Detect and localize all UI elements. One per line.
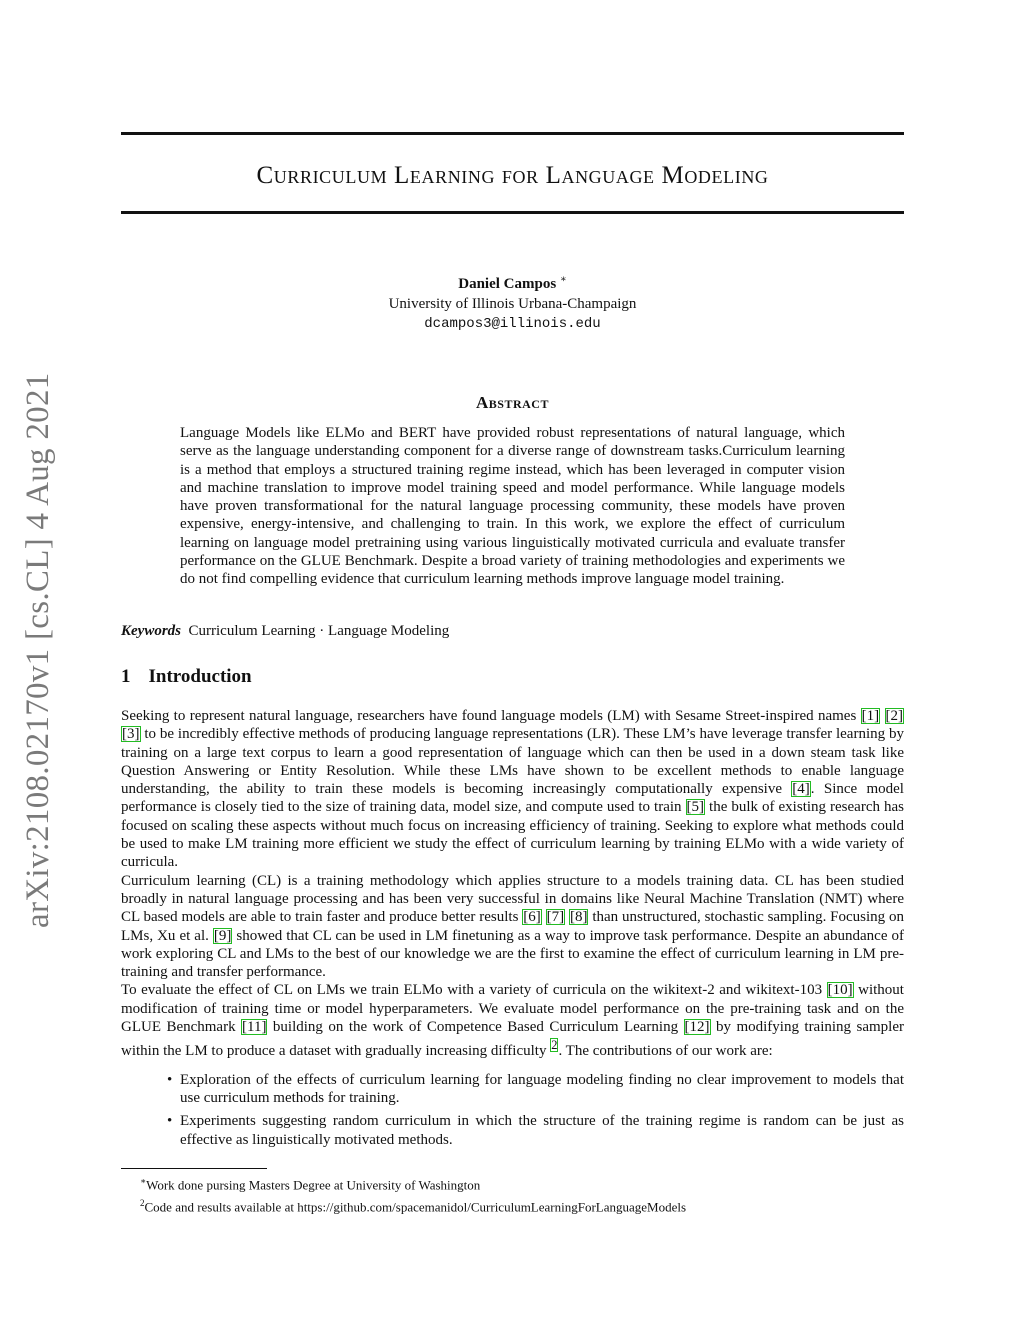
bullet-icon: • <box>167 1113 173 1130</box>
text-run: without modification of training time or model hyperparameters. We evaluate model performance on the pre-training task and on the GLUE Benchmark <box>121 982 904 1036</box>
citation-link[interactable]: [10] <box>827 982 853 999</box>
citation-link[interactable]: [6] <box>523 909 541 926</box>
title-top-rule <box>121 132 904 135</box>
footnote-text: Work done pursing Masters Degree at University of Washington <box>146 1177 481 1193</box>
paragraph <box>121 707 904 872</box>
footnote-link[interactable]: 2 <box>551 1038 558 1053</box>
list-item-text: Exploration of the effects of curriculum learning for language modeling finding no clear improvement to models that use curriculum methods for training. <box>180 1071 904 1106</box>
paper-title: Curriculum Learning for Language Modeling <box>256 162 769 189</box>
text-run: showed that CL can be used in LM finetuning as a way to improve task performance. Despite an abundance of work exploring CL and LMs to the best of our knowledge we are the first to examine the effect of curriculum learning in LM pre-training and transfer performance. <box>121 927 904 981</box>
footnote <box>140 1172 686 1194</box>
section-number: 1 <box>121 666 131 687</box>
author-block <box>121 270 904 334</box>
author-affiliation: University of Illinois Urbana-Champaign <box>388 296 637 312</box>
footnote-mark: 2 <box>140 1198 145 1209</box>
text-run: building on the work of Competence Based Curriculum Learning <box>267 1019 684 1036</box>
section-heading <box>121 666 252 688</box>
contributions-list <box>121 1071 904 1149</box>
footnote-mark: ∗ <box>140 1176 147 1186</box>
author-name: Daniel Campos <box>458 276 557 292</box>
author-email[interactable]: dcampos3@illinois.edu <box>424 316 601 332</box>
keywords-label: Keywords <box>121 623 181 639</box>
text-run: Seeking to represent natural language, researchers have found language models (LM) with Sesame Street-inspired names <box>121 708 861 724</box>
footnotes <box>140 1172 686 1217</box>
keywords-line <box>121 623 449 640</box>
text-run: by modifying training sampler within the LM to produce a dataset with gradually increasing difficulty <box>121 1019 904 1060</box>
citation-link[interactable]: [4] <box>792 781 810 798</box>
paragraph <box>121 872 904 982</box>
footnote-text[interactable]: Code and results available at https://github.com/spacemanidol/CurriculumLearningForLanguageModels <box>144 1199 687 1215</box>
text-run: . The contributions of our work are: <box>558 1043 773 1060</box>
citation-link[interactable]: [2] <box>885 708 903 724</box>
intro-body <box>121 707 904 1154</box>
arxiv-identifier: arXiv:2108.02170v1 [cs.CL] 4 Aug 2021 <box>20 372 56 928</box>
title-bottom-rule <box>121 211 904 214</box>
author-footnote-mark[interactable]: ∗ <box>559 274 567 285</box>
citation-link[interactable]: [5] <box>686 799 705 816</box>
text-run: To evaluate the effect of CL on LMs we train ELMo with a variety of curricula on the wikitext-2 and wikitext-103 <box>121 982 827 999</box>
text-run: to be incredibly effective methods of producing language representations (LR). These LM’s have leverage transfer learning by training on a large text corpus to learn a good representation of language which can then be used in a down steam task like Question Answering or Entity Resolution. While these LMs have shown to be excellent methods to enable language understanding, the ability to train these models is becoming increasingly computationally expensive <box>121 726 904 798</box>
citation-link[interactable]: [12] <box>684 1019 710 1036</box>
keywords-text: Curriculum Learning · Language Modeling <box>188 623 450 639</box>
bullet-icon: • <box>167 1071 173 1088</box>
list-item-text: Experiments suggesting random curriculum in which the structure of the training regime is random can be just as effective as linguistically motivated methods. <box>180 1113 904 1148</box>
paragraph <box>121 981 904 1060</box>
abstract-text: Language Models like ELMo and BERT have provided robust representations of natural language, which serve as the language understanding component for a diverse range of downstream tasks.Curriculum learning is a method that employs a structured training regime instead, which has been leveraged in computer vision and machine translation to improve model training speed and model performance. While language models have proven transformational for the natural language processing community, these models have proven expensive, energy-intensive, and challenging to train. In this work, we explore the effect of curriculum learning on language model pretraining using various linguistically motivated curricula and evaluate transfer performance on the GLUE Benchmark. Despite a broad variety of training methodologies and experiments we do not find compelling evidence that curriculum learning methods improve language model training. <box>180 425 845 588</box>
citation-link[interactable]: [1] <box>861 708 880 724</box>
section-title: Introduction <box>148 666 252 687</box>
citation-link[interactable]: [11] <box>242 1019 267 1036</box>
text-run: . Since model performance is closely tied to the size of training data, model size, and compute used to train <box>121 781 904 816</box>
text-run: Curriculum learning (CL) is a training methodology which applies structure to a models training data. CL has been studied broadly in natural language processing and has been very successful in domains like Neural Machine Translation (NMT) where CL based models are able to train faster and produce better results <box>121 872 904 926</box>
footnote-rule <box>121 1168 267 1169</box>
text-run: the bulk of existing research has focused on scaling these aspects without much focus on increasing efficiency of training. Seeking to explore what methods could be used to make LM training more efficient we study the effect of curriculum learning by training ELMo with a wide variety of curricula. <box>121 799 904 871</box>
list-item <box>121 1071 904 1108</box>
footnote <box>140 1194 686 1216</box>
list-item <box>121 1112 904 1149</box>
citation-link[interactable]: [7] <box>546 909 565 926</box>
text-run: than unstructured, stochastic sampling. Focusing on LMs, Xu et al. <box>121 909 905 944</box>
citation-link[interactable]: [9] <box>213 927 232 944</box>
citation-link[interactable]: [3] <box>122 726 140 743</box>
abstract-heading: Abstract <box>476 393 549 412</box>
citation-link[interactable]: [8] <box>569 909 588 926</box>
